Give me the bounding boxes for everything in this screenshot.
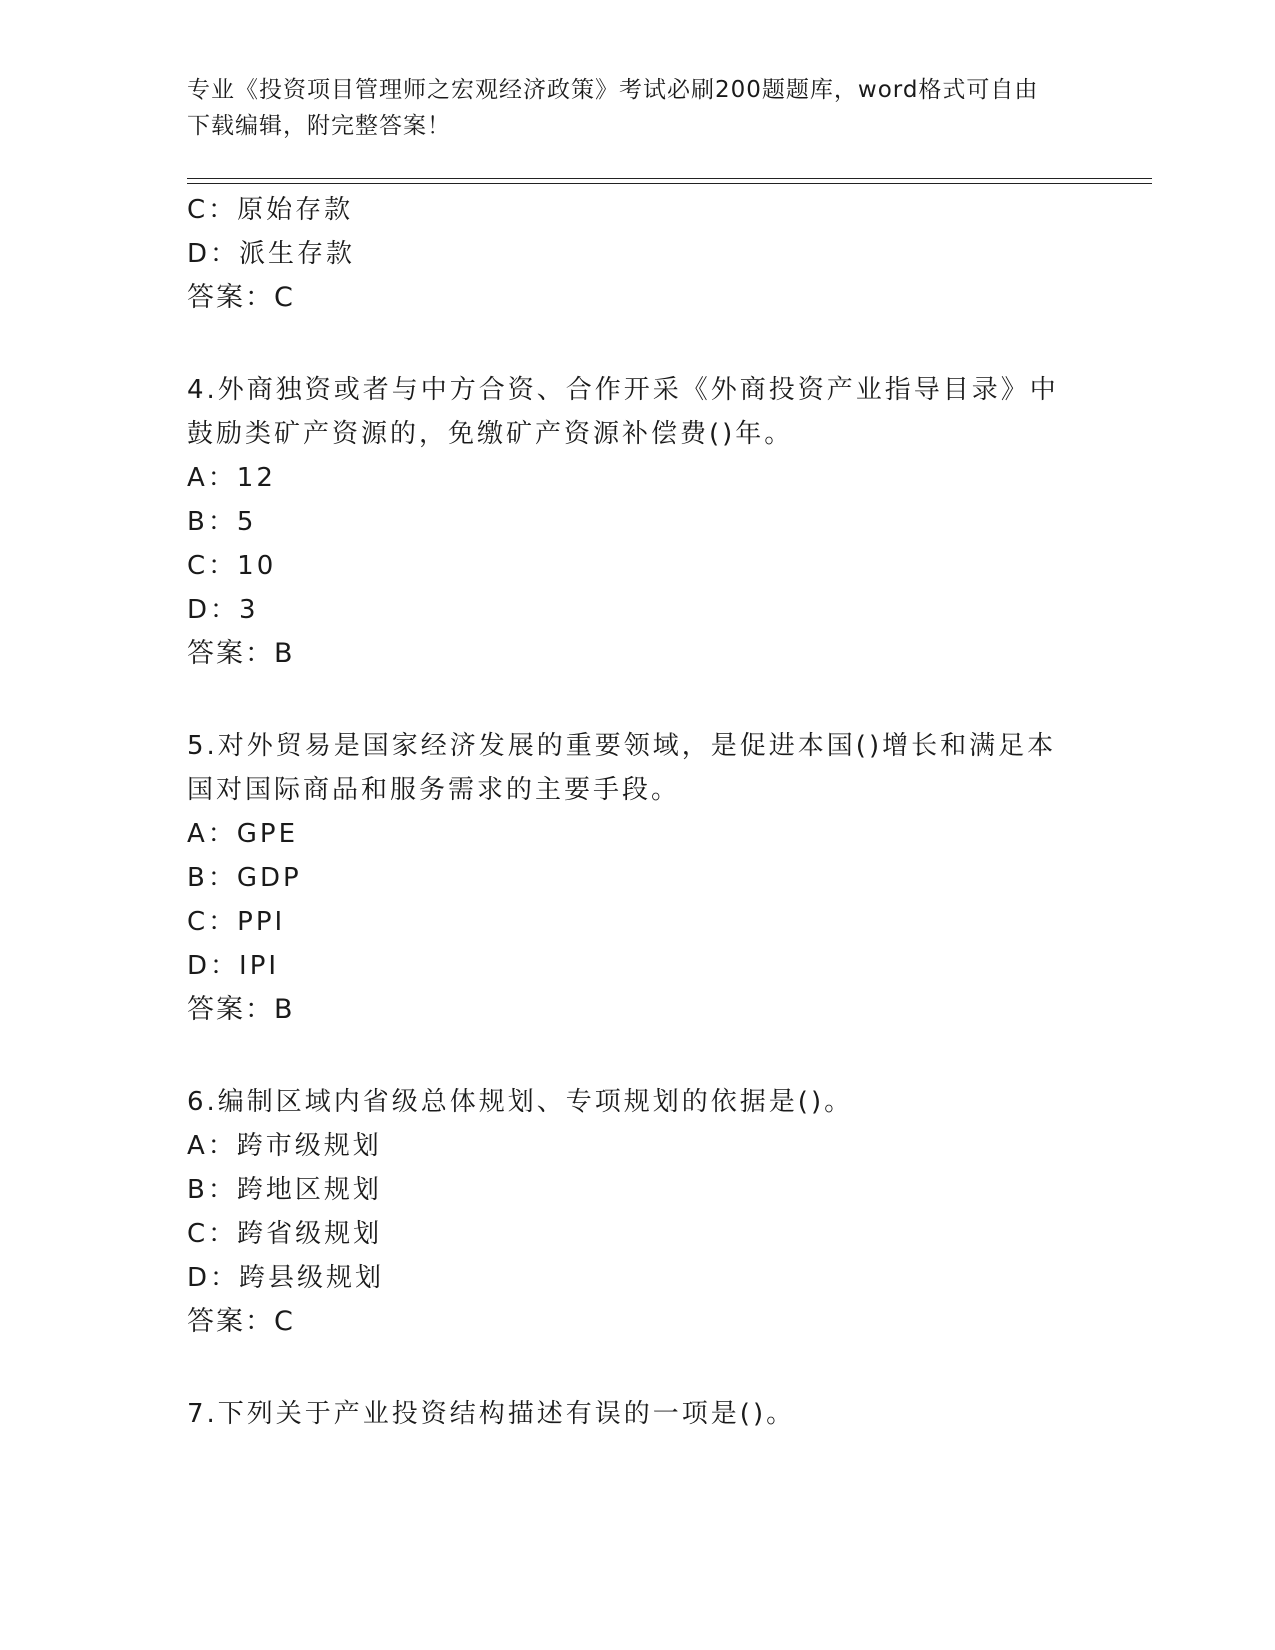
q5-stem-line-2: 国对国际商品和服务需求的主要手段。: [187, 775, 681, 805]
q4-option-a: A：12: [187, 463, 276, 493]
header-line-2: 下载编辑，附完整答案！: [187, 113, 451, 139]
q3-option-d: D：派生存款: [187, 239, 356, 269]
q6-option-c: C：跨省级规划: [187, 1219, 383, 1249]
q6-option-b: B：跨地区规划: [187, 1175, 382, 1205]
header-line-1: 专业《投资项目管理师之宏观经济政策》考试必刷200题题库，word格式可自由: [187, 77, 1039, 103]
header-divider-top: [187, 178, 1152, 179]
q5-option-b: B：GDP: [187, 863, 302, 893]
q4-option-d: D：3: [187, 595, 259, 625]
document-header: [187, 72, 1067, 144]
q5-answer: 答案：B: [187, 994, 295, 1025]
q6-option-a: A：跨市级规划: [187, 1131, 382, 1161]
q6-stem-line-1: 6.编制区域内省级总体规划、专项规划的依据是()。: [187, 1087, 854, 1117]
q7-stem-line-1: 7.下列关于产业投资结构描述有误的一项是()。: [187, 1399, 796, 1429]
q5-option-d: D：IPI: [187, 951, 280, 981]
q6-option-d: D：跨县级规划: [187, 1263, 385, 1293]
q4-option-b: B：5: [187, 507, 257, 537]
q3-answer: 答案：C: [187, 282, 295, 313]
q3-option-c: C：原始存款: [187, 195, 354, 225]
q5-stem-line-1: 5.对外贸易是国家经济发展的重要领域，是促进本国()增长和满足本: [187, 731, 1057, 761]
q4-answer: 答案：B: [187, 638, 295, 669]
q4-stem-line-1: 4.外商独资或者与中方合资、合作开采《外商投资产业指导目录》中: [187, 375, 1059, 405]
q4-option-c: C：10: [187, 551, 277, 581]
q4-stem-line-2: 鼓励类矿产资源的，免缴矿产资源补偿费()年。: [187, 419, 794, 449]
q6-answer: 答案：C: [187, 1306, 295, 1337]
q5-option-a: A：GPE: [187, 819, 299, 849]
header-divider-bottom: [187, 183, 1152, 184]
q5-option-c: C：PPI: [187, 907, 286, 937]
